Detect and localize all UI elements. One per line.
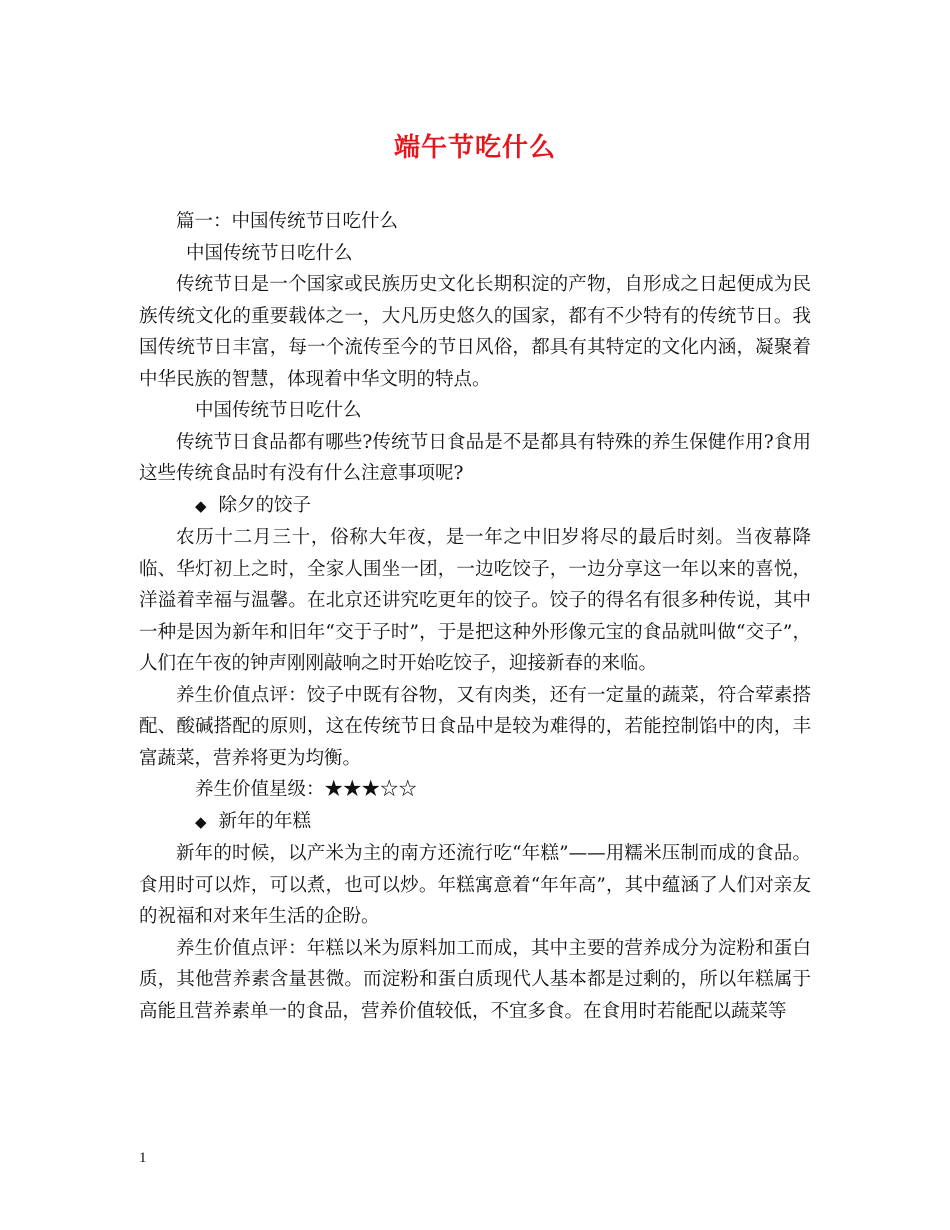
dumplings-review-paragraph: 养生价值点评：饺子中既有谷物，又有肉类，还有一定量的蔬菜，符合荤素搭配、酸碱搭配的原则，这在传统节日食品中是较为难得的，若能控制馅中的肉，丰富蔬菜，营养将更为均衡。 (139, 684, 811, 769)
bullet-label: 除夕的饺子 (218, 494, 312, 516)
questions-paragraph: 传统节日食品都有哪些?传统节日食品是不是都具有特殊的养生保健作用?食用这些传统食品时有没有什么注意事项呢? (139, 431, 811, 484)
document-body (139, 206, 811, 1027)
bullet-label: 新年的年糕 (218, 810, 312, 832)
section-heading: 篇一：中国传统节日吃什么 (176, 211, 399, 232)
niangao-review-paragraph: 养生价值点评：年糕以米为原料加工而成，其中主要的营养成分为淀粉和蛋白质，其他营养素含量甚微。而淀粉和蛋白质现代人基本都是过剩的，所以年糕属于高能且营养素单一的食品，营养价值较低，不宜多食。在食用时若能配以蔬菜等 (139, 937, 811, 1022)
diamond-bullet-icon: ◆ (195, 812, 207, 831)
intro-paragraph: 传统节日是一个国家或民族历史文化长期积淀的产物，自形成之日起便成为民族传统文化的重要载体之一，大凡历史悠久的国家，都有不少特有的传统节日。我国传统节日丰富，每一个流传至今的节日风俗，都具有其特定的文化内涵，凝聚着中华民族的智慧，体现着中华文明的特点。 (139, 274, 811, 390)
page-number: 1 (139, 1150, 147, 1166)
subheading: 中国传统节日吃什么 (195, 400, 362, 421)
niangao-paragraph: 新年的时候，以产米为主的南方还流行吃“年糕”——用糯米压制而成的食品。食用时可以炸，可以煮，也可以炒。年糕寓意着“年年高”，其中蕴涵了人们对亲友的祝福和对来年生活的企盼。 (139, 843, 811, 927)
bullet-item-dumplings (139, 490, 811, 523)
bullet-item-niangao (139, 806, 811, 839)
article-heading: 中国传统节日吃什么 (186, 242, 353, 264)
rating-line: 养生价值星级：★★★☆☆ (195, 779, 418, 800)
dumplings-paragraph: 农历十二月三十，俗称大年夜，是一年之中旧岁将尽的最后时刻。当夜幕降临、华灯初上之时，全家人围坐一团，一边吃饺子，一边分享这一年以来的喜悦，洋溢着幸福与温馨。在北京还讲究吃更年的饺子。饺子的得名有很多种传说，其中一种是因为新年和旧年“交于子时”，于是把这种外形像元宝的食品就叫做“交子”，人们在午夜的钟声刚刚敲响之时开始吃饺子，迎接新春的来临。 (139, 527, 811, 674)
document-title: 端午节吃什么 (393, 133, 556, 163)
diamond-bullet-icon: ◆ (195, 496, 207, 515)
